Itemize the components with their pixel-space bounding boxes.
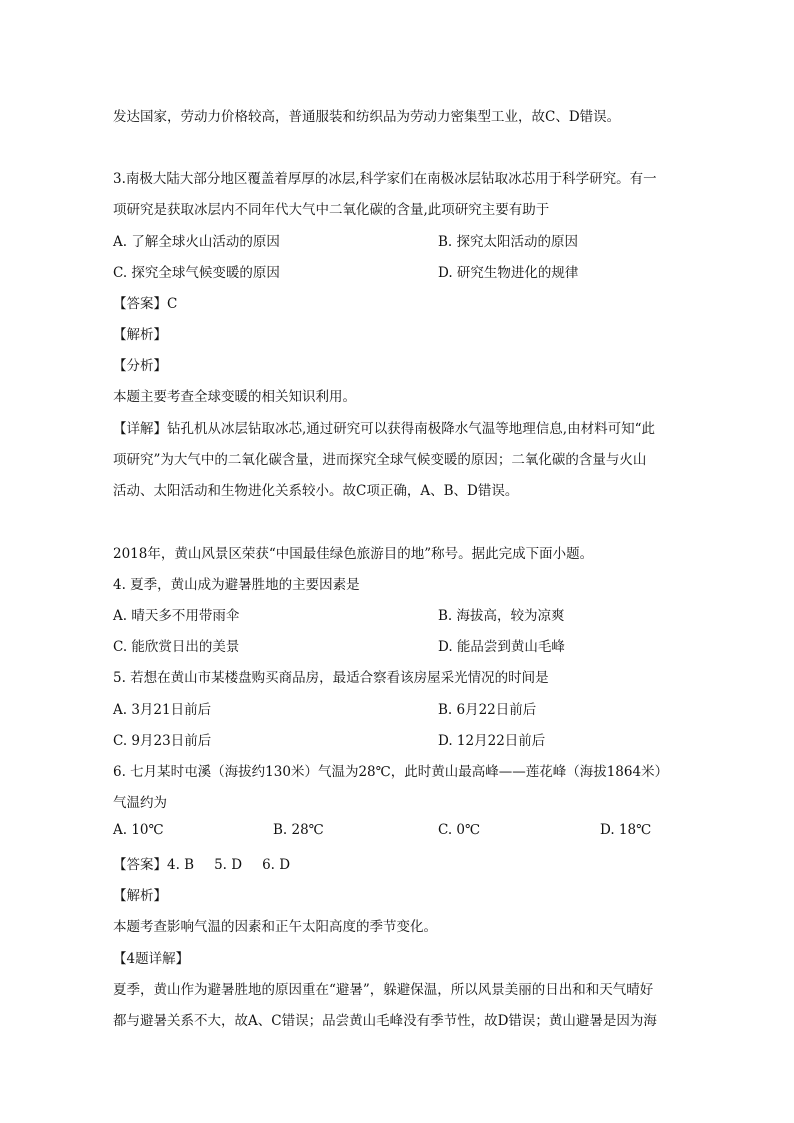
q3-detail-line2: 项研究”为大气中的二氧化碳含量，进而探究全球气候变暖的原因；二氧化碳的含量与火山 (113, 452, 647, 468)
q3-option-c: C. 探究全球气候变暖的原因 (113, 265, 280, 281)
group-answer (113, 853, 290, 873)
q6-stem-line1: 6. 七月某时屯溪（海拔约130米）气温为28℃，此时黄山最高峰——莲花峰（海拔1864米） (113, 764, 669, 780)
q6-stem-line2: 气温约为 (113, 795, 167, 811)
q6-option-c: C. 0℃ (438, 822, 481, 838)
q4-stem: 4. 夏季，黄山成为避暑胜地的主要因素是 (113, 577, 360, 593)
q3-jiexi-heading: 【解析】 (113, 327, 167, 343)
q6-option-a: A. 10℃ (113, 822, 164, 838)
q3-option-d: D. 研究生物进化的规律 (438, 265, 579, 281)
group-jiexi-heading: 【解析】 (113, 888, 167, 904)
q5-option-c: C. 9月23日前后 (113, 733, 212, 749)
intro-end-text: 发达国家，劳动力价格较高，普通服装和纺织品为劳动力密集型工业，故C、D错误。 (113, 109, 621, 125)
q5-option-b: B. 6月22日前后 (438, 702, 537, 718)
q4-detail-line1: 夏季，黄山作为避暑胜地的原因重在“避暑”，躲避保温，所以风景美丽的日出和和天气晴好 (113, 982, 654, 998)
q3-detail-line3: 活动、太阳活动和生物进化关系较小。故C项正确，A、B、D错误。 (113, 483, 519, 499)
q5-stem: 5. 若想在黄山市某楼盘购买商品房，最适合察看该房屋采光情况的时间是 (113, 670, 549, 686)
answer-5: 5. D (214, 857, 243, 873)
q6-option-b: B. 28℃ (273, 822, 324, 838)
answer-6: 6. D (262, 857, 291, 873)
q6-option-d: D. 18℃ (600, 822, 652, 838)
q4-option-b: B. 海拔高，较为凉爽 (438, 608, 565, 624)
group-jiexi-text: 本题考查影响气温的因素和正午太阳高度的季节变化。 (113, 919, 437, 935)
q3-fenxi-heading: 【分析】 (113, 358, 167, 374)
q4-option-c: C. 能欣赏日出的美景 (113, 639, 240, 655)
q5-option-a: A. 3月21日前后 (113, 702, 212, 718)
q3-stem-line1: 3.南极大陆大部分地区覆盖着厚厚的冰层,科学家们在南极冰层钻取冰芯用于科学研究。有一 (113, 171, 657, 187)
answer-label-4: 【答案】4. B (113, 857, 195, 873)
q4-detail-line2: 都与避暑关系不大，故A、C错误；品尝黄山毛峰没有季节性，故D错误；黄山避暑是因为海 (113, 1013, 657, 1029)
q4-option-a: A. 晴天多不用带雨伞 (113, 608, 240, 624)
q3-option-b: B. 探究太阳活动的原因 (438, 234, 579, 250)
q3-option-a: A. 了解全球火山活动的原因 (113, 234, 280, 250)
q3-fenxi-text: 本题主要考查全球变暖的相关知识利用。 (113, 389, 356, 405)
q3-answer: 【答案】C (113, 296, 178, 312)
q5-option-d: D. 12月22日前后 (438, 733, 546, 749)
q3-stem-line2: 项研究是获取冰层内不同年代大气中二氧化碳的含量,此项研究主要有助于 (113, 202, 550, 218)
q4-option-d: D. 能品尝到黄山毛峰 (438, 639, 565, 655)
q3-detail-line1: 【详解】钻孔机从冰层钻取冰芯,通过研究可以获得南极降水气温等地理信息,由材料可知“此 (113, 421, 655, 437)
group-intro: 2018年，黄山风景区荣获“中国最佳绿色旅游目的地”称号。据此完成下面小题。 (113, 546, 594, 562)
q4-detail-title: 【4题详解】 (113, 951, 190, 967)
